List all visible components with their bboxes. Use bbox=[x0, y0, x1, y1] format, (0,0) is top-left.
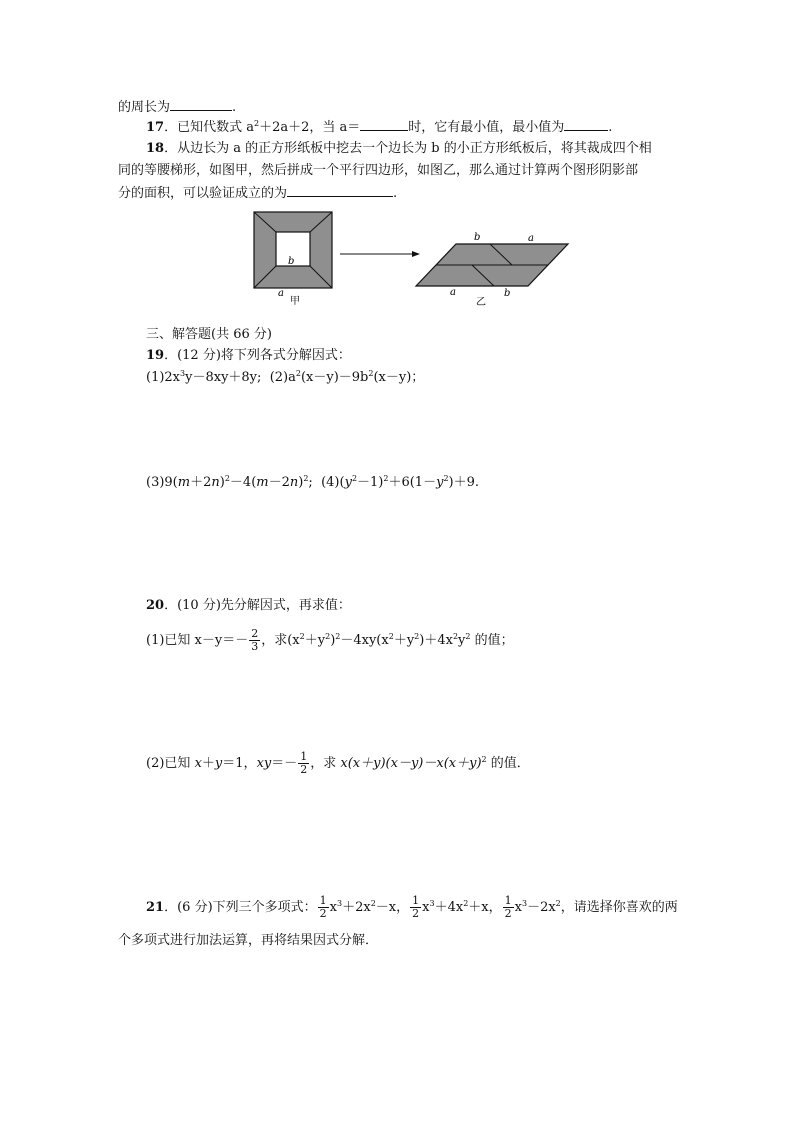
question-17: 17．已知代数式 $a^2+2a+2$，当 a＝ 时，它有最小值，最小值为 . bbox=[146, 119, 613, 135]
answer-blank[interactable] bbox=[564, 118, 608, 131]
question-20-part1: (1)已知 x－y＝－ $\frac{2}{3}$ ，求$(x^2+y^2)^2-4xy(x^2+y^2)+4x^2y^2$ 的值； bbox=[146, 627, 514, 653]
label-b-bottom: b bbox=[504, 288, 511, 299]
question-19-part1-2: $(1)2x^3y-8xy+8y$; $(2)a^2(x-y)-9b^2(x-y)$； bbox=[146, 369, 425, 385]
fraction: $\frac{1}{2}$ bbox=[300, 750, 308, 776]
fraction: $\frac{2}{3}$ bbox=[251, 627, 259, 653]
answer-blank[interactable] bbox=[360, 118, 408, 131]
fraction: $\frac{1}{2}$ bbox=[319, 894, 327, 920]
answer-blank[interactable] bbox=[287, 184, 393, 197]
fraction: $\frac{1}{2}$ bbox=[504, 894, 512, 920]
label-b-inner: b bbox=[288, 256, 295, 267]
figure-yi bbox=[416, 232, 568, 308]
answer-blank[interactable] bbox=[170, 98, 232, 111]
arrow-icon bbox=[340, 251, 420, 257]
figure-trapezoids bbox=[250, 208, 590, 308]
question-number: 20 bbox=[146, 598, 165, 613]
caption-yi: 乙 bbox=[476, 297, 486, 308]
question-number: 21 bbox=[146, 900, 165, 915]
question-21: 21．(6 分)下列三个多项式： $\frac{1}{2}$ $x^3+2x^2-x$， $\frac{1}{2}$ $x^3+4x^2+x$， $\frac{1}{2}$ $x^3-2x^2$，请选择你喜欢的两 bbox=[146, 894, 678, 920]
question-number: 19 bbox=[146, 348, 165, 363]
question-19: 19．(12 分)将下列各式分解因式： bbox=[146, 348, 351, 363]
question-20: 20．(10 分)先分解因式，再求值： bbox=[146, 598, 351, 613]
section-3-title: 三、解答题(共 66 分) bbox=[146, 327, 272, 342]
label-a-side: a bbox=[278, 288, 284, 299]
question-18-line1: 18．从边长为 a 的正方形纸板中挖去一个边长为 b 的小正方形纸板后，将其裁成四个相 bbox=[146, 141, 652, 156]
question-21-line2: 个多项式进行加法运算，再将结果因式分解． bbox=[118, 933, 379, 948]
label-a-top: a bbox=[528, 233, 534, 244]
fraction: $\frac{1}{2}$ bbox=[412, 894, 420, 920]
label-a-bottom: a bbox=[450, 287, 456, 298]
question-number: 17 bbox=[146, 120, 165, 135]
figure-jia bbox=[254, 212, 332, 307]
question-20-part2: (2)已知 x＋y＝1，xy＝－ $\frac{1}{2}$ ，求 $x(x+y)(x-y)-x(x+y)^2$ 的值． bbox=[146, 750, 530, 776]
caption-jia: 甲 bbox=[290, 296, 300, 307]
top-line: 的周长为 . bbox=[118, 100, 237, 115]
label-b-top: b bbox=[474, 232, 481, 243]
question-18-line2: 同的等腰梯形，如图甲，然后拼成一个平行四边形，如图乙，那么通过计算两个图形阴影部 bbox=[118, 163, 639, 178]
question-19-part3-4: $(3)9(m+2n)^2-4(m-2n)^2$; $(4)(y^2-1)^2+6(1-y^2)+9$. bbox=[146, 474, 480, 490]
question-18-line3: 分的面积，可以验证成立的为 . bbox=[118, 186, 398, 201]
question-number: 18 bbox=[146, 141, 165, 156]
